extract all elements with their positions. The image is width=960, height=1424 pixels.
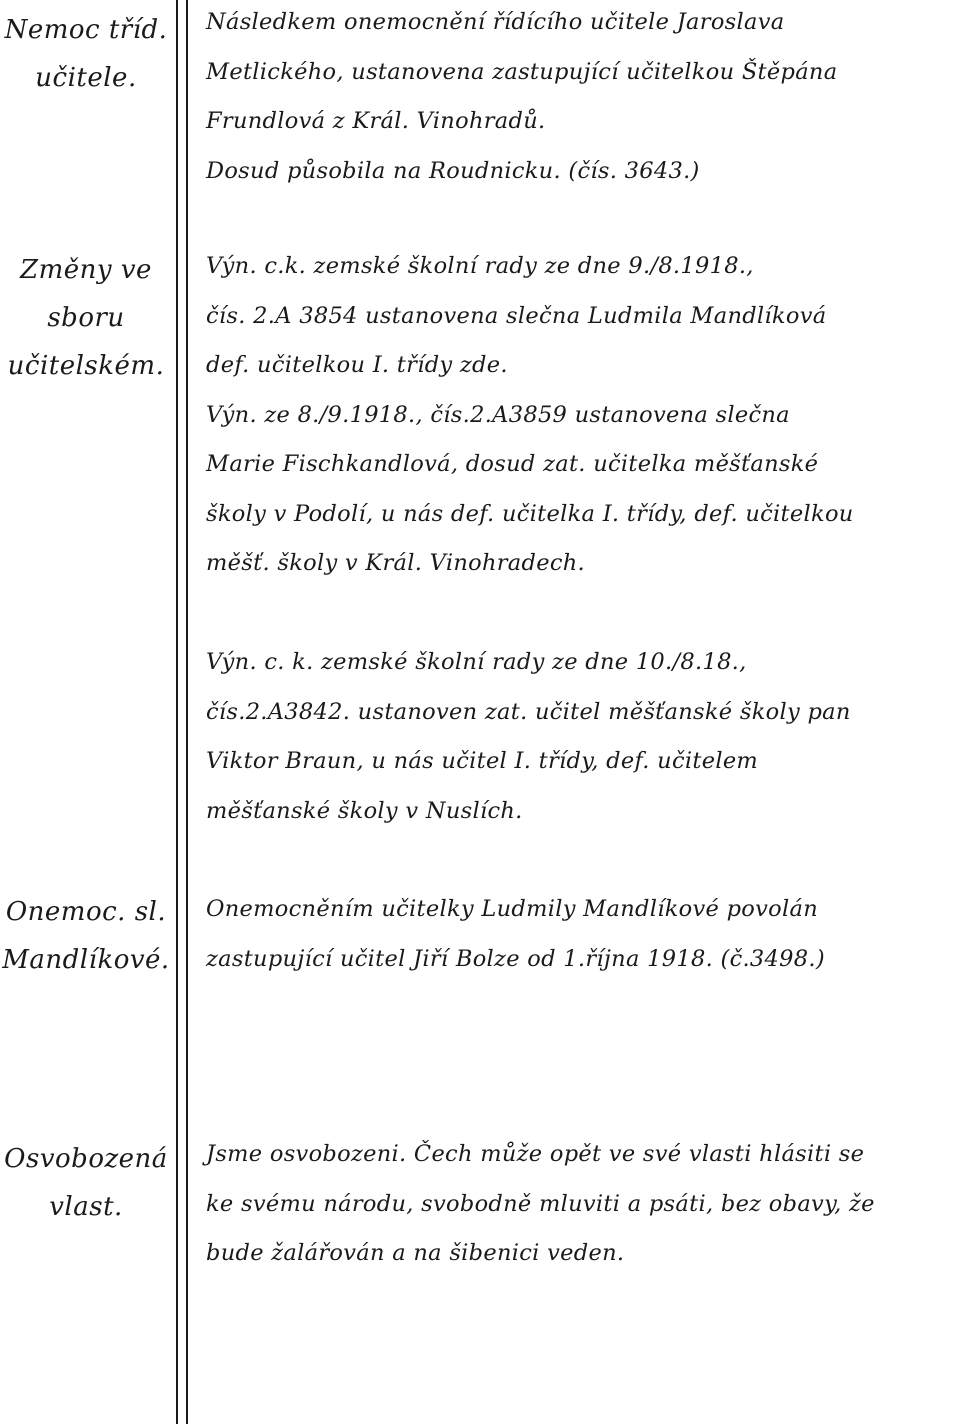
entry-line: Dosud působila na Roudnicku. (čís. 3643.): [206, 157, 700, 184]
entry-line: Metlického, ustanovena zastupující učitelkou Štěpána: [206, 58, 838, 85]
entry-line: def. učitelkou I. třídy zde.: [206, 352, 508, 378]
entry-braun: [206, 638, 954, 836]
margin-note-mandlikova: [0, 888, 172, 984]
entry-line: Onemocněním učitelky Ludmily Mandlíkové povolán: [206, 896, 818, 922]
entry-line: čís.2.A3842. ustanoven zat. učitel měšťanské školy pan: [206, 698, 851, 725]
entry-line: bude žalářován a na šibenici veden.: [206, 1240, 625, 1266]
entry-line: Frundlová z Král. Vinohradů.: [206, 108, 546, 134]
entry-line: měšťanské školy v Nuslích.: [206, 797, 523, 824]
entry-line: Výn. c. k. zemské školní rady ze dne 10./8.18.,: [206, 649, 747, 675]
entry-mandlikova: [206, 885, 954, 984]
margin-note-line: učitelském.: [7, 351, 165, 381]
margin-rule-left: [176, 0, 178, 1424]
entry-illness: [206, 0, 954, 196]
entry-liberation: [206, 1130, 954, 1279]
margin-note-line: učitele.: [35, 63, 137, 93]
margin-note-line: Onemoc. sl.: [5, 897, 167, 927]
entry-line: měšť. školy v Král. Vinohradech.: [206, 550, 585, 576]
entry-line: Následkem onemocnění řídícího učitele Jaroslava: [206, 9, 785, 35]
margin-note-line: Nemoc tříd.: [4, 15, 168, 45]
entry-line: čís. 2.A 3854 ustanovena slečna Ludmila Mandlíková: [206, 302, 827, 329]
margin-rule-right: [186, 0, 188, 1424]
entry-line: ke svému národu, svobodně mluviti a psáti, bez obavy, že: [206, 1190, 875, 1217]
entry-line: zastupující učitel Jiří Bolze od 1.října 1918. (č.3498.): [206, 945, 825, 972]
margin-note-line: Osvobozená: [4, 1144, 168, 1174]
entry-line: Výn. ze 8./9.1918., čís.2.A3859 ustanovena slečna: [206, 401, 790, 428]
margin-note-line: Změny ve: [20, 255, 152, 285]
margin-note-staff-changes: [0, 246, 172, 390]
margin-note-line: sboru: [47, 303, 125, 333]
entry-line: Výn. c.k. zemské školní rady ze dne 9./8.1918.,: [206, 253, 754, 279]
entry-line: Viktor Braun, u nás učitel I. třídy, def. učitelem: [206, 748, 759, 774]
entry-line: Marie Fischkandlová, dosud zat. učitelka měšťanské: [206, 451, 819, 477]
entry-line: školy v Podolí, u nás def. učitelka I. třídy, def. učitelkou: [206, 500, 854, 527]
margin-note-liberation: [0, 1135, 172, 1231]
margin-note-line: Mandlíkové.: [2, 945, 170, 975]
entry-line: Jsme osvobozeni. Čech může opět ve své vlasti hlásiti se: [206, 1141, 865, 1167]
entry-staff-changes: [206, 242, 954, 589]
margin-note-illness: [0, 6, 172, 102]
margin-note-line: vlast.: [49, 1192, 123, 1222]
